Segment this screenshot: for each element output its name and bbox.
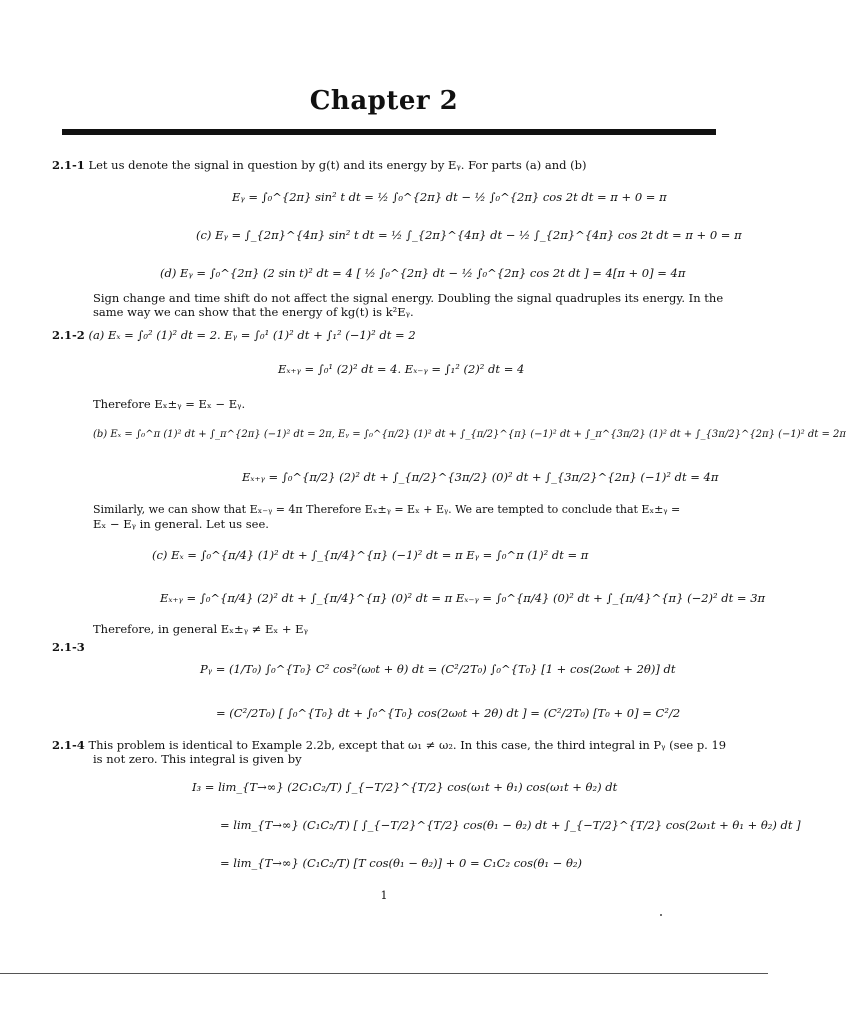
problem-text: This problem is identical to Example 2.2b, except that ω₁ ≠ ω₂. In this case, the third integral in Pᵧ (see p. 19 xyxy=(88,738,727,752)
equation: (c) Eᵧ = ∫_{2π}^{4π} sin² t dt = ½ ∫_{2π}^{4π} dt − ½ ∫_{2π}^{4π} cos 2t dt = π + 0 = π xyxy=(196,228,742,242)
equation: (b) Eₓ = ∫₀^π (1)² dt + ∫_π^{2π} (−1)² dt = 2π, Eᵧ = ∫₀^{π/2} (1)² dt + ∫_{π/2}^{π} (−1)² dt + ∫_π^{3π/2} (1)² dt + ∫_{3π/2}^{2π} (−1)² dt = 2π xyxy=(93,429,846,440)
paragraph-line: Therefore, in general Eₓ±ᵧ ≠ Eₓ + Eᵧ xyxy=(93,622,308,636)
equation: I₃ = lim_{T→∞} (2C₁C₂/T) ∫_{−T/2}^{T/2} cos(ω₁t + θ₁) cos(ω₁t + θ₂) dt xyxy=(192,780,618,794)
problem-2-1-2 xyxy=(52,328,416,342)
paragraph-line: Therefore Eₓ±ᵧ = Eₓ − Eᵧ. xyxy=(93,397,246,411)
title-rule xyxy=(62,129,716,135)
equation: = (C²/2T₀) [ ∫₀^{T₀} dt + ∫₀^{T₀} cos(2ω₀t + 2θ) dt ] = (C²/2T₀) [T₀ + 0] = C²/2 xyxy=(216,706,681,720)
problem-2-1-4 xyxy=(52,738,726,752)
equation: Eᵧ = ∫₀^{2π} sin² t dt = ½ ∫₀^{2π} dt − ½ ∫₀^{2π} cos 2t dt = π + 0 = π xyxy=(232,190,667,204)
equation: = lim_{T→∞} (C₁C₂/T) [ ∫_{−T/2}^{T/2} cos(θ₁ − θ₂) dt + ∫_{−T/2}^{T/2} cos(2ω₁t + θ₁ + θ₂) dt ] xyxy=(220,818,801,832)
scan-speck xyxy=(660,914,662,916)
equation: Eₓ₊ᵧ = ∫₀^{π/2} (2)² dt + ∫_{π/2}^{3π/2} (0)² dt + ∫_{3π/2}^{2π} (−1)² dt = 4π xyxy=(242,470,719,484)
equation: = lim_{T→∞} (C₁C₂/T) [T cos(θ₁ − θ₂)] + 0 = C₁C₂ cos(θ₁ − θ₂) xyxy=(220,856,582,870)
equation: (a) Eₓ = ∫₀² (1)² dt = 2. Eᵧ = ∫₀¹ (1)² dt + ∫₁² (−1)² dt = 2 xyxy=(88,328,416,342)
equation: Eₓ₊ᵧ = ∫₀^{π/4} (2)² dt + ∫_{π/4}^{π} (0)² dt = π Eₓ₋ᵧ = ∫₀^{π/4} (0)² dt + ∫_{π/4}^{π} (−2)² dt = 3π xyxy=(160,591,766,605)
problem-number: 2.1-4 xyxy=(52,738,85,752)
paragraph-line: same way we can show that the energy of kg(t) is k²Eᵧ. xyxy=(93,305,414,319)
problem-number: 2.1-1 xyxy=(52,158,85,172)
equation: (c) Eₓ = ∫₀^{π/4} (1)² dt + ∫_{π/4}^{π} (−1)² dt = π Eᵧ = ∫₀^π (1)² dt = π xyxy=(152,548,589,562)
paragraph-line: Eₓ − Eᵧ in general. Let us see. xyxy=(93,517,269,531)
chapter-title: Chapter 2 xyxy=(309,86,459,116)
equation: (d) Eᵧ = ∫₀^{2π} (2 sin t)² dt = 4 [ ½ ∫₀^{2π} dt − ½ ∫₀^{2π} cos 2t dt ] = 4[π + 0] = 4π xyxy=(160,266,686,280)
problem-intro: Let us denote the signal in question by g(t) and its energy by Eᵧ. For parts (a) and (b) xyxy=(88,158,587,172)
equation: Eₓ₊ᵧ = ∫₀¹ (2)² dt = 4. Eₓ₋ᵧ = ∫₁² (2)² dt = 4 xyxy=(278,362,525,376)
problem-2-1-1 xyxy=(52,158,587,172)
equation: Pᵧ = (1/T₀) ∫₀^{T₀} C² cos²(ω₀t + θ) dt = (C²/2T₀) ∫₀^{T₀} [1 + cos(2ω₀t + 2θ)] dt xyxy=(200,662,676,676)
paragraph-line: is not zero. This integral is given by xyxy=(93,752,302,766)
page-number: 1 xyxy=(380,889,388,902)
problem-number: 2.1-3 xyxy=(52,640,85,654)
problem-number: 2.1-2 xyxy=(52,328,85,342)
footer-rule xyxy=(0,973,768,974)
paragraph-line: Similarly, we can show that Eₓ₋ᵧ = 4π Therefore Eₓ±ᵧ = Eₓ + Eᵧ. We are tempted to conclude that Eₓ±ᵧ = xyxy=(93,503,681,516)
problem-2-1-3 xyxy=(52,640,85,654)
paragraph-line: Sign change and time shift do not affect the signal energy. Doubling the signal quadruples its energy. In the xyxy=(93,291,724,305)
